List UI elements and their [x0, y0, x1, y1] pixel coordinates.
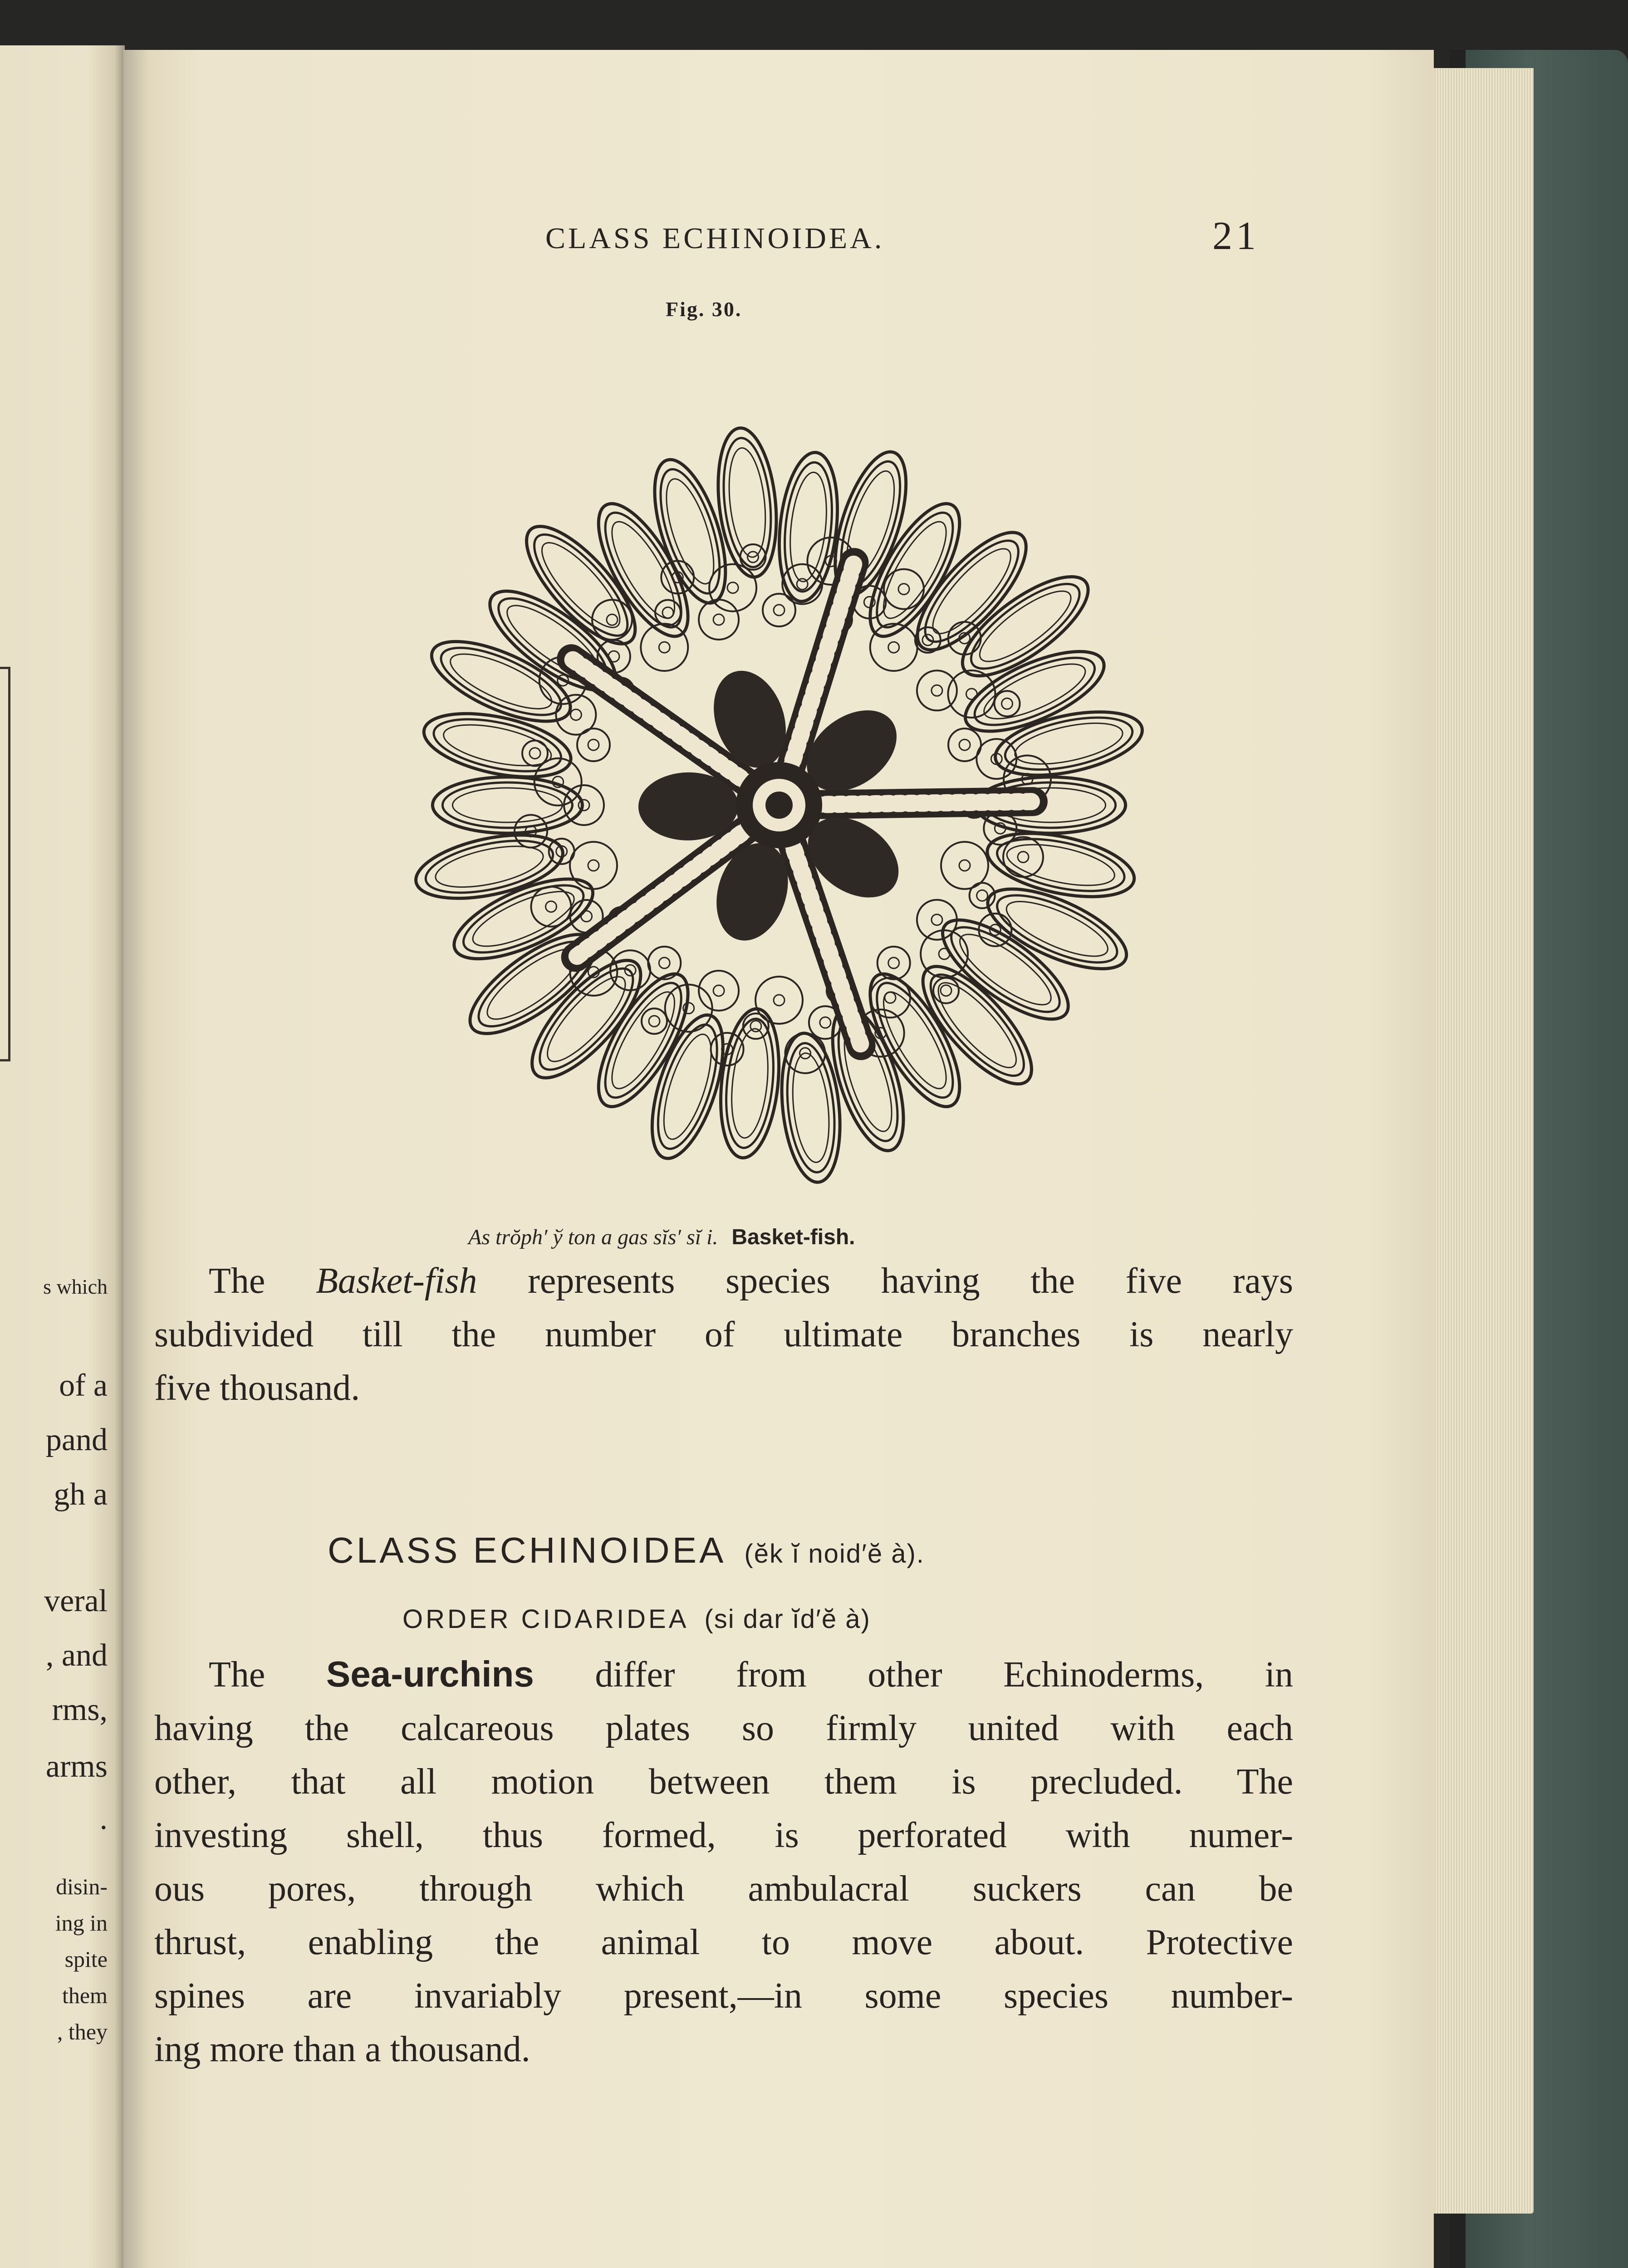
para2-line-7: spines are invariably present,—in some species number- — [154, 1976, 1293, 2016]
left-page-line: pand — [45, 1422, 108, 1457]
left-page-line: arms — [45, 1749, 108, 1784]
para2-line-6: thrust, enabling the animal to move about. Protective — [154, 1922, 1293, 1962]
left-page-line: disin- — [56, 1874, 108, 1899]
para2-line-2: having the calcareous plates so firmly united with each — [154, 1708, 1293, 1748]
para2-text: The — [209, 1655, 326, 1695]
left-page-line: , they — [57, 2019, 108, 2044]
para1-text: The — [209, 1261, 316, 1301]
left-page — [0, 45, 125, 2268]
left-page-line: rms, — [52, 1692, 108, 1727]
para2-line-8: ing more than a thousand. — [154, 2029, 530, 2069]
para2-line-3: other, that all motion between them is precluded. The — [154, 1762, 1293, 1802]
left-page-figure-edge — [0, 667, 10, 1061]
section-heading-class — [328, 1530, 925, 1571]
basket-fish-term: Basket-fish — [316, 1261, 477, 1301]
right-page — [123, 50, 1434, 2268]
figure-caption — [468, 1225, 855, 1250]
para2-text: differ from other Echinoderms, in — [534, 1655, 1293, 1695]
section-heading-order — [402, 1604, 871, 1634]
basket-fish-engraving-icon — [319, 331, 1240, 1279]
para1-line-3: five thousand. — [154, 1368, 360, 1408]
left-page-line: them — [62, 1983, 108, 2008]
left-page-line: , and — [45, 1638, 108, 1673]
paragraph-basket-fish — [154, 1254, 1293, 1415]
class-pronunciation: (ĕk ĭ noid′ĕ à). — [744, 1539, 925, 1569]
figure-label: Fig. 30. — [666, 298, 742, 321]
running-head: CLASS ECHINOIDEA. — [545, 222, 885, 255]
paragraph-sea-urchins — [154, 1647, 1293, 2076]
left-page-line: s which — [43, 1275, 108, 1298]
para1-line-2: subdivided till the number of ultimate branches is nearly — [154, 1315, 1293, 1354]
left-page-line: . — [99, 1801, 108, 1836]
sea-urchins-term: Sea-urchins — [326, 1654, 534, 1694]
caption-latin-name: As trŏph′ ў ton a gas sĭs′ sĭ i. — [468, 1225, 718, 1249]
page-number: 21 — [1212, 214, 1260, 258]
order-heading-text: ORDER CIDARIDEA — [402, 1604, 689, 1634]
page-stack-edge — [1425, 68, 1534, 2214]
order-pronunciation: (si dar ĭd′ĕ à) — [704, 1604, 871, 1634]
para2-line-5: ous pores, through which ambulacral suckers can be — [154, 1869, 1293, 1909]
para2-line-1 — [154, 1647, 1293, 1701]
left-page-line: ing in — [55, 1910, 108, 1936]
left-page-line: gh a — [54, 1477, 108, 1512]
para2-line-4: investing shell, thus formed, is perforated with numer- — [154, 1815, 1293, 1855]
left-page-line: spite — [64, 1946, 108, 1972]
left-page-line: of a — [59, 1368, 108, 1403]
left-page-line: veral — [44, 1584, 108, 1618]
para1-text: represents species having the five rays — [477, 1261, 1294, 1301]
caption-common-name: Basket-fish. — [731, 1225, 855, 1249]
para1-line-1 — [154, 1254, 1293, 1308]
class-heading-text: CLASS ECHINOIDEA — [328, 1530, 726, 1570]
